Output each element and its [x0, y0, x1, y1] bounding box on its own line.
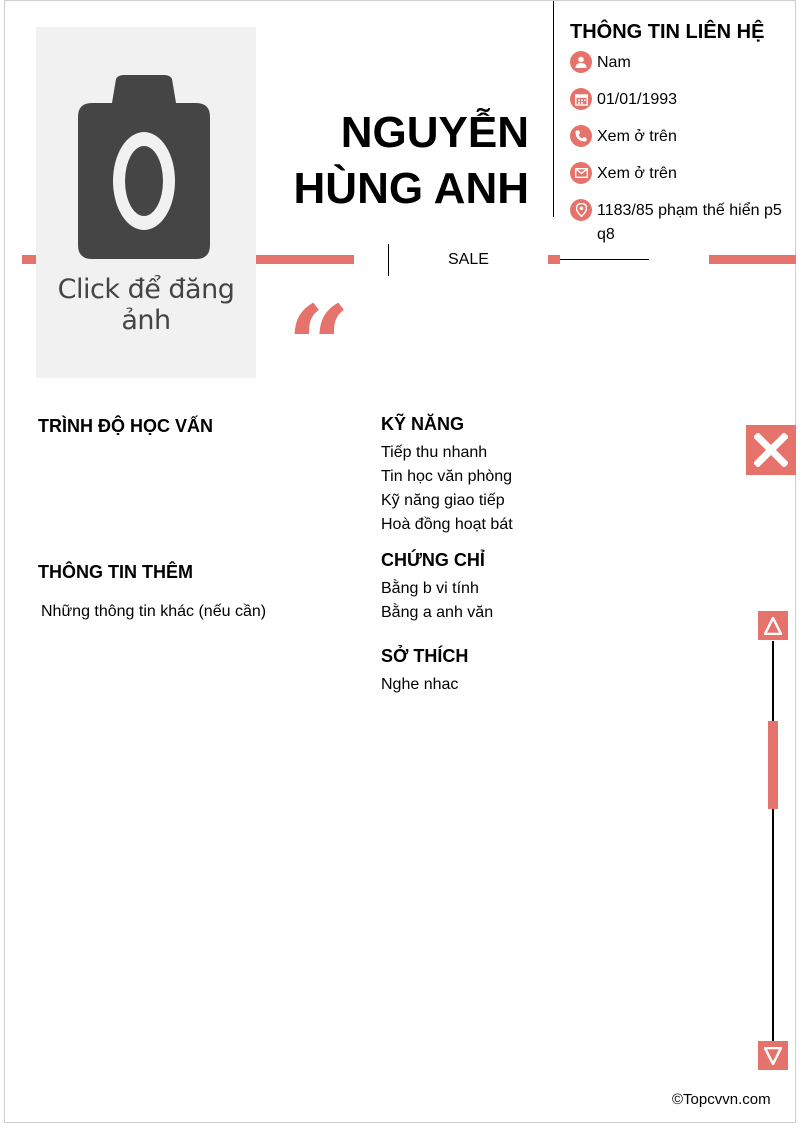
photo-upload-label: Click để đăng ảnh: [57, 274, 235, 336]
list-item: Hoà đồng hoạt bát: [381, 516, 513, 533]
phone-value: Xem ở trên: [597, 128, 677, 145]
accent-bar-small: [548, 255, 560, 264]
person-icon: [570, 51, 592, 73]
scroll-up-button[interactable]: [758, 611, 788, 640]
accent-bar-right: [709, 255, 796, 264]
additional-info-title: THÔNG TIN THÊM: [38, 562, 193, 582]
phone-icon: [570, 125, 592, 147]
calendar-icon: [570, 88, 592, 110]
certificates-list: [381, 577, 493, 625]
scrollbar-thumb[interactable]: [768, 721, 778, 809]
contact-phone: [570, 125, 794, 149]
email-value: Xem ở trên: [597, 165, 677, 182]
cv-page: [4, 0, 796, 1123]
contact-gender: [570, 51, 794, 75]
skills-list: [381, 441, 513, 537]
hobbies-list: [381, 673, 458, 697]
arrow-down-icon: [764, 1047, 782, 1065]
scroll-down-button[interactable]: [758, 1041, 788, 1070]
accent-bar-left: [22, 255, 36, 264]
list-item: Bằng a anh văn: [381, 604, 494, 621]
contact-divider: [553, 1, 554, 217]
position-underline: [560, 259, 649, 260]
list-item: Bằng b vi tính: [381, 580, 479, 597]
arrow-up-icon: [764, 617, 782, 635]
position-divider: [388, 244, 389, 276]
certificates-title: CHỨNG CHỈ: [381, 550, 485, 570]
camera-icon: [78, 75, 210, 259]
location-pin-icon: [570, 199, 592, 221]
name-line-1: NGUYỄN: [340, 108, 529, 157]
accent-bar-mid: [256, 255, 354, 264]
position-title: SALE: [448, 251, 489, 268]
contact-birthday: [570, 88, 794, 112]
education-title: TRÌNH ĐỘ HỌC VẤN: [38, 416, 213, 436]
full-name: [294, 105, 529, 217]
close-button[interactable]: [746, 425, 796, 475]
contact-email: [570, 162, 794, 186]
skills-title: KỸ NĂNG: [381, 414, 465, 434]
contact-title: THÔNG TIN LIÊN HỆ: [570, 21, 765, 43]
photo-upload[interactable]: [36, 27, 256, 378]
list-item: Nghe nhac: [381, 676, 459, 693]
hobbies-title: SỞ THÍCH: [381, 646, 469, 666]
scrollbar-track[interactable]: [772, 641, 774, 1041]
contact-address: [570, 199, 794, 247]
list-item: Kỹ năng giao tiếp: [381, 492, 505, 509]
list-item: Tiếp thu nhanh: [381, 444, 488, 461]
gender-value: Nam: [597, 54, 631, 71]
name-line-2: HÙNG ANH: [293, 164, 529, 213]
close-icon: [754, 433, 788, 467]
quote-mark: “: [287, 281, 351, 410]
birthday-value: 01/01/1993: [597, 91, 678, 108]
address-value: 1183/85 phạm thế hiển p5 q8: [597, 202, 782, 243]
additional-info-text: Những thông tin khác (nếu cần): [41, 603, 267, 620]
copyright-footer: ©Topcvvn.com: [672, 1091, 771, 1108]
envelope-icon: [570, 162, 592, 184]
list-item: Tin học văn phòng: [381, 468, 513, 485]
